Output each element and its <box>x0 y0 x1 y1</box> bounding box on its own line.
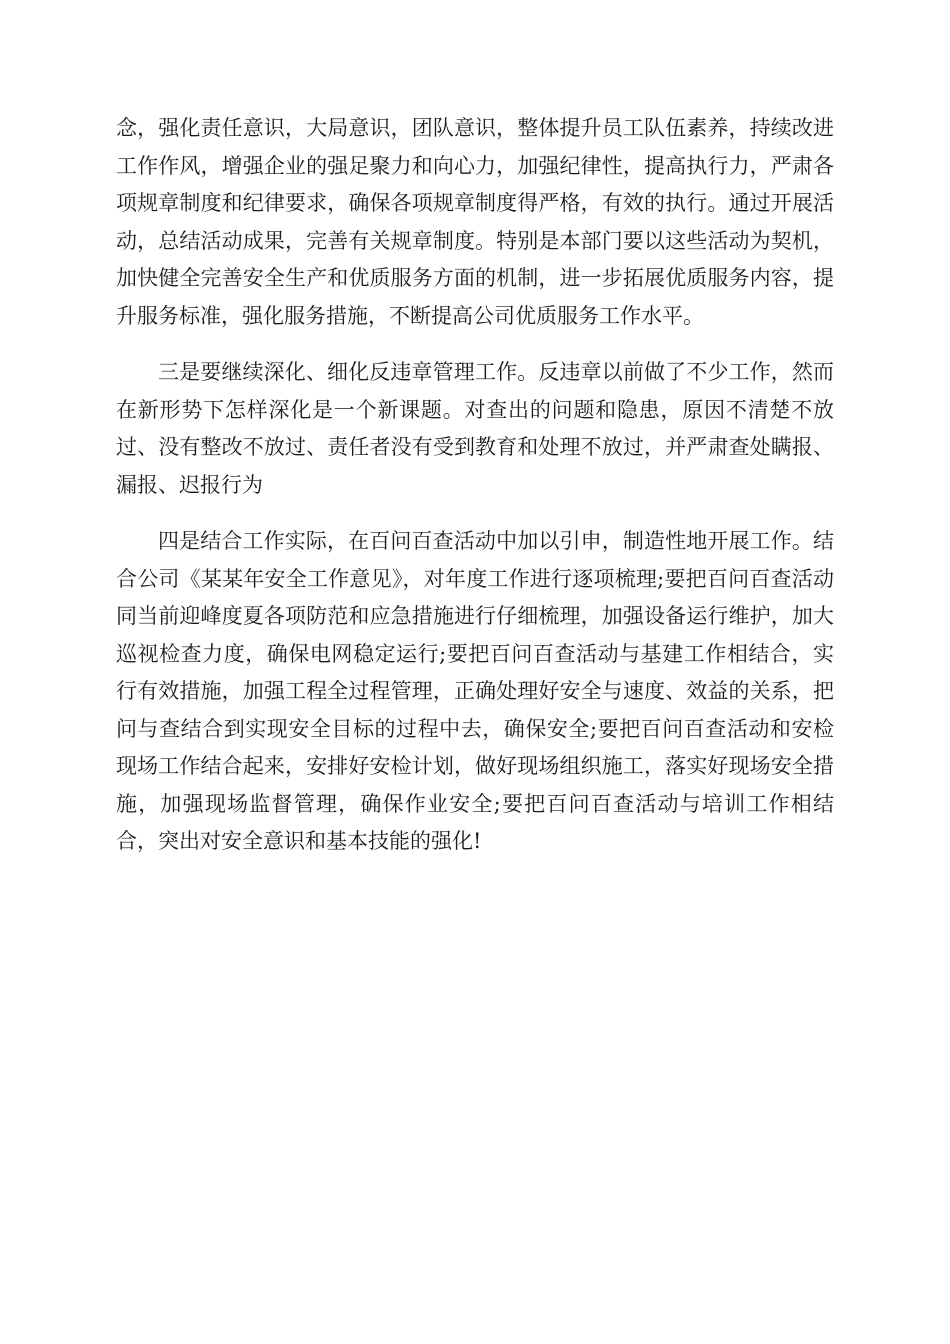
paragraph-continuation: 念，强化责任意识，大局意识，团队意识，整体提升员工队伍素养，持续改进工作作风，增强企业的强足聚力和向心力，加强纪律性，提高执行力，严肃各项规章制度和纪律要求，确保各项规章制度得严格，有效的执行。通过开展活动，总结活动成果，完善有关规章制度。特别是本部门要以这些活动为契机，加快健全完善安全生产和优质服务方面的机制，进一步拓展优质服务内容，提升服务标准，强化服务措施，不断提高公司优质服务工作水平。 <box>116 116 834 328</box>
paragraph-point-three: 三是要继续深化、细化反违章管理工作。反违章以前做了不少工作，然而在新形势下怎样深化是一个新课题。对查出的问题和隐患，原因不清楚不放过、没有整改不放过、责任者没有受到教育和处理不放过，并严肃查处瞒报、漏报、迟报行为 <box>116 360 834 497</box>
paragraph-point-four: 四是结合工作实际，在百问百查活动中加以引申，制造性地开展工作。结合公司《某某年安全工作意见》，对年度工作进行逐项梳理;要把百问百查活动同当前迎峰度夏各项防范和应急措施进行仔细梳理，加强设备运行维护，加大巡视检查力度，确保电网稳定运行;要把百问百查活动与基建工作相结合，实行有效措施，加强工程全过程管理，正确处理好安全与速度、效益的关系，把问与查结合到实现安全目标的过程中去，确保安全;要把百问百查活动和安检现场工作结合起来，安排好安检计划，做好现场组织施工，落实好现场安全措施，加强现场监督管理，确保作业安全;要把百问百查活动与培训工作相结合，突出对安全意识和基本技能的强化! <box>116 529 834 853</box>
document-body <box>116 110 834 861</box>
